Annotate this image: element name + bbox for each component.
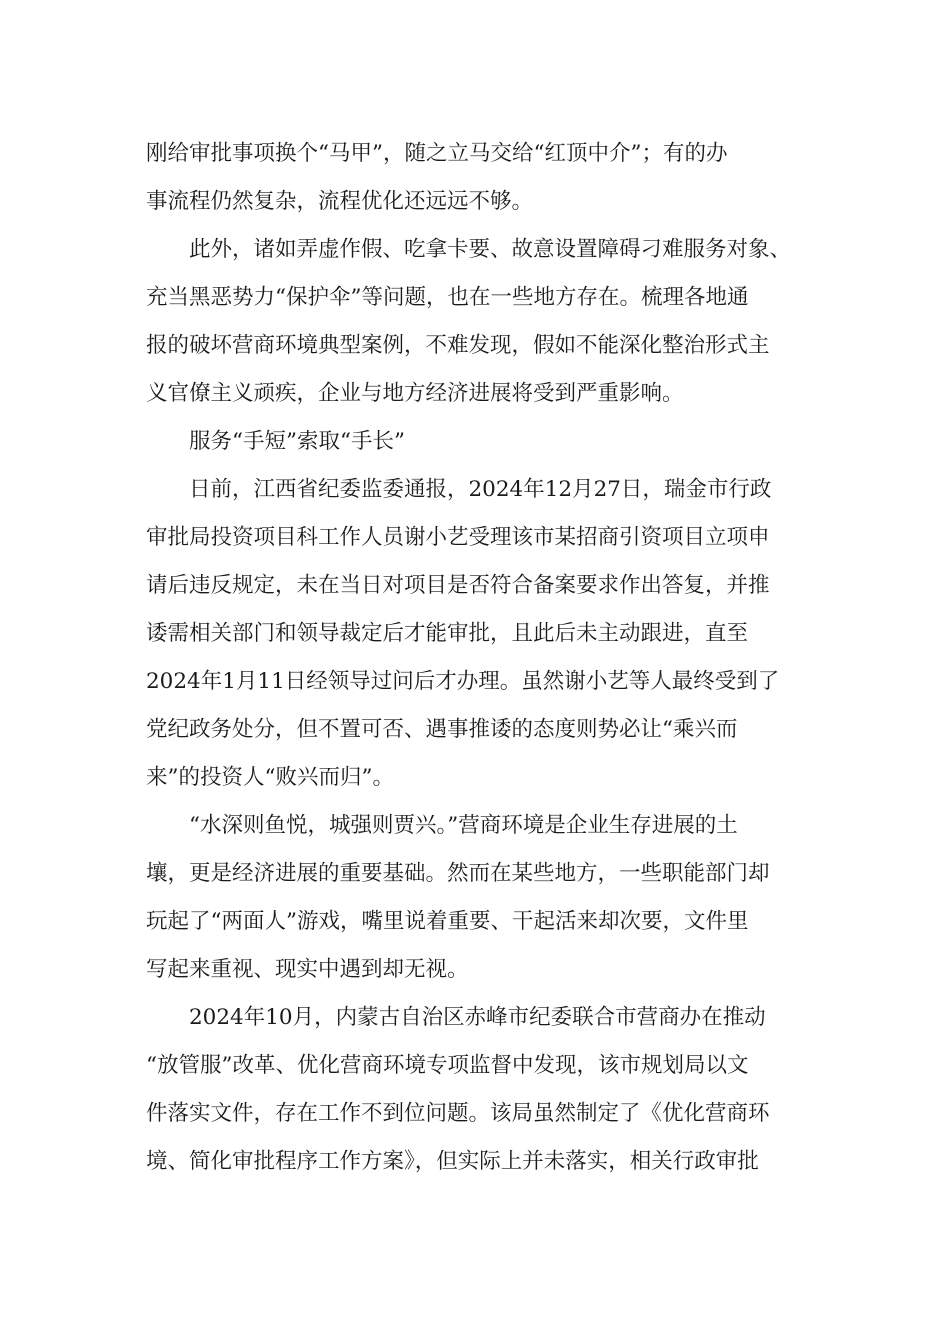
paragraph-5 bbox=[146, 994, 814, 1186]
text-line: 2024年1月11日经领导过问后才办理。虽然谢小艺等人最终受到了 bbox=[146, 669, 780, 694]
paragraph-1 bbox=[146, 130, 814, 226]
text-line: 写起来重视、现实中遇到却无视。 bbox=[146, 957, 469, 982]
text-line: 玩起了“两面人”游戏，嘴里说着重要、干起活来却次要，文件里 bbox=[146, 909, 749, 934]
text-line: 壤，更是经济进展的重要基础。然而在某些地方，一些职能部门却 bbox=[146, 861, 770, 886]
text-line: 2024年10月，内蒙古自治区赤峰市纪委联合市营商办在推动 bbox=[189, 1005, 766, 1030]
paragraph-3 bbox=[146, 466, 814, 802]
section-heading bbox=[146, 418, 814, 466]
text-line: 充当黑恶势力“保护伞”等问题，也在一些地方存在。梳理各地通 bbox=[146, 285, 749, 310]
paragraph-4 bbox=[146, 802, 814, 994]
text-line: 刚给审批事项换个“马甲”，随之立马交给“红顶中介”；有的办 bbox=[146, 141, 728, 166]
paragraph-2 bbox=[146, 226, 814, 418]
text-line: 事流程仍然复杂，流程优化还远远不够。 bbox=[146, 189, 534, 214]
text-line: 此外，诸如弄虚作假、吃拿卡要、故意设置障碍刁难服务对象、 bbox=[189, 237, 792, 262]
text-line: 件落实文件，存在工作不到位问题。该局虽然制定了《优化营商环 bbox=[146, 1101, 770, 1126]
text-line: 审批局投资项目科工作人员谢小艺受理该市某招商引资项目立项申 bbox=[146, 525, 770, 550]
text-line: 来”的投资人“败兴而归”。 bbox=[146, 765, 394, 790]
document-page bbox=[146, 130, 814, 1186]
text-line: 诿需相关部门和领导裁定后才能审批，且此后未主动跟进，直至 bbox=[146, 621, 749, 646]
text-line: 报的破坏营商环境典型案例，不难发现，假如不能深化整治形式主 bbox=[146, 333, 770, 358]
text-line: 境、简化审批程序工作方案》，但实际上并未落实，相关行政审批 bbox=[146, 1149, 759, 1174]
text-line: 义官僚主义顽疾，企业与地方经济进展将受到严重影响。 bbox=[146, 381, 684, 406]
text-line: 党纪政务处分，但不置可否、遇事推诿的态度则势必让“乘兴而 bbox=[146, 717, 738, 742]
text-line: 服务“手短”索取“手长” bbox=[189, 429, 405, 454]
text-line: 请后违反规定，未在当日对项目是否符合备案要求作出答复，并推 bbox=[146, 573, 770, 598]
text-line: 日前，江西省纪委监委通报，2024年12月27日，瑞金市行政 bbox=[189, 477, 772, 502]
text-line: “放管服”改革、优化营商环境专项监督中发现，该市规划局以文 bbox=[146, 1053, 749, 1078]
text-line: “水深则鱼悦，城强则贾兴。”营商环境是企业生存进展的土 bbox=[189, 813, 738, 838]
